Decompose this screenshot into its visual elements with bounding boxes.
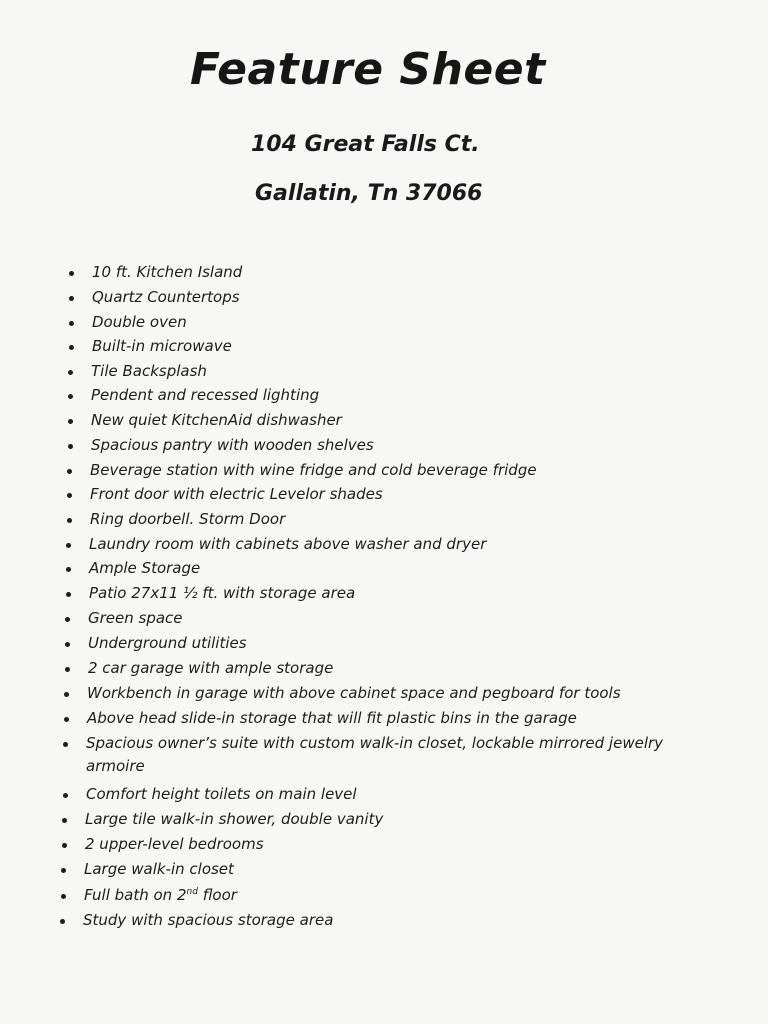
feature-text: Large tile walk-in shower, double vanity bbox=[85, 810, 384, 828]
feature-text: 10 ft. Kitchen Island bbox=[92, 263, 243, 281]
address-street: 104 Great Falls Ct. bbox=[251, 132, 480, 157]
ordinal-suffix: nd bbox=[186, 887, 198, 897]
bullet-icon bbox=[61, 894, 66, 899]
feature-text: Quartz Countertops bbox=[92, 288, 240, 306]
bullet-icon bbox=[62, 843, 67, 848]
list-item bbox=[91, 413, 342, 428]
feature-text: Full bath on 2 bbox=[84, 886, 187, 904]
list-item bbox=[90, 487, 383, 502]
list-item bbox=[88, 611, 183, 626]
bullet-icon bbox=[68, 444, 73, 449]
bullet-icon bbox=[69, 271, 74, 276]
bullet-icon bbox=[69, 321, 74, 326]
bullet-icon bbox=[66, 543, 71, 548]
list-item bbox=[91, 438, 374, 453]
page-title: Feature Sheet bbox=[190, 44, 546, 95]
list-item bbox=[92, 339, 232, 354]
list-item bbox=[89, 537, 486, 552]
feature-text: Spacious owner’s suite with custom walk-in closet, lockable mirrored jewelry bbox=[86, 734, 664, 752]
list-item bbox=[89, 561, 200, 576]
feature-text: Workbench in garage with above cabinet space and pegboard for tools bbox=[87, 684, 621, 702]
feature-text: Pendent and recessed lighting bbox=[91, 386, 320, 404]
bullet-icon bbox=[65, 667, 70, 672]
feature-text: Ring doorbell. Storm Door bbox=[90, 510, 286, 528]
list-item bbox=[92, 265, 242, 280]
feature-text: Study with spacious storage area bbox=[83, 911, 334, 929]
list-item bbox=[92, 290, 240, 305]
feature-text: Beverage station with wine fridge and cold beverage fridge bbox=[90, 461, 537, 479]
feature-text: Patio 27x11 ½ ft. with storage area bbox=[89, 584, 356, 602]
bullet-icon bbox=[62, 818, 67, 823]
bullet-icon bbox=[69, 345, 74, 350]
list-item bbox=[89, 586, 355, 601]
list-item bbox=[91, 364, 207, 379]
feature-text: New quiet KitchenAid dishwasher bbox=[91, 411, 342, 429]
bullet-icon bbox=[64, 717, 69, 722]
bullet-icon bbox=[68, 370, 73, 375]
list-item bbox=[90, 512, 285, 527]
bullet-icon bbox=[61, 868, 66, 873]
feature-text: Above head slide-in storage that will fit plastic bins in the garage bbox=[87, 709, 577, 727]
list-item bbox=[91, 388, 319, 403]
feature-text: Double oven bbox=[92, 313, 187, 331]
list-item bbox=[88, 636, 247, 651]
bullet-icon bbox=[67, 493, 72, 498]
list-item bbox=[87, 686, 621, 701]
bullet-icon bbox=[68, 419, 73, 424]
list-item bbox=[85, 812, 383, 827]
list-item bbox=[86, 736, 663, 774]
feature-text: Front door with electric Levelor shades bbox=[90, 485, 383, 503]
bullet-icon bbox=[66, 592, 71, 597]
feature-text: Ample Storage bbox=[89, 559, 201, 577]
list-item bbox=[92, 315, 187, 330]
list-item bbox=[90, 463, 537, 478]
feature-text: Large walk-in closet bbox=[84, 860, 234, 878]
bullet-icon bbox=[68, 394, 73, 399]
bullet-icon bbox=[67, 469, 72, 474]
feature-text: 2 car garage with ample storage bbox=[88, 659, 334, 677]
feature-text: Tile Backsplash bbox=[91, 362, 207, 380]
bullet-icon bbox=[67, 518, 72, 523]
feature-text: Green space bbox=[88, 609, 183, 627]
feature-text: Underground utilities bbox=[88, 634, 247, 652]
bullet-icon bbox=[66, 567, 71, 572]
list-item bbox=[85, 837, 264, 852]
list-item bbox=[86, 787, 357, 802]
list-item bbox=[84, 862, 234, 877]
feature-text: 2 upper-level bedrooms bbox=[85, 835, 264, 853]
bullet-icon bbox=[63, 742, 68, 747]
list-item bbox=[88, 661, 333, 676]
address-city-state-zip: Gallatin, Tn 37066 bbox=[255, 181, 483, 206]
bullet-icon bbox=[65, 642, 70, 647]
feature-text-continuation: armoire bbox=[86, 757, 145, 775]
list-item bbox=[84, 888, 237, 903]
feature-text: Comfort height toilets on main level bbox=[86, 785, 357, 803]
list-item bbox=[83, 913, 333, 928]
feature-text: Spacious pantry with wooden shelves bbox=[91, 436, 374, 454]
bullet-icon bbox=[64, 692, 69, 697]
feature-text-tail: floor bbox=[202, 886, 237, 904]
feature-text: Laundry room with cabinets above washer and dryer bbox=[89, 535, 487, 553]
feature-text: Built-in microwave bbox=[92, 337, 232, 355]
bullet-icon bbox=[60, 919, 65, 924]
bullet-icon bbox=[63, 793, 68, 798]
bullet-icon bbox=[65, 617, 70, 622]
list-item bbox=[87, 711, 577, 726]
bullet-icon bbox=[69, 296, 74, 301]
